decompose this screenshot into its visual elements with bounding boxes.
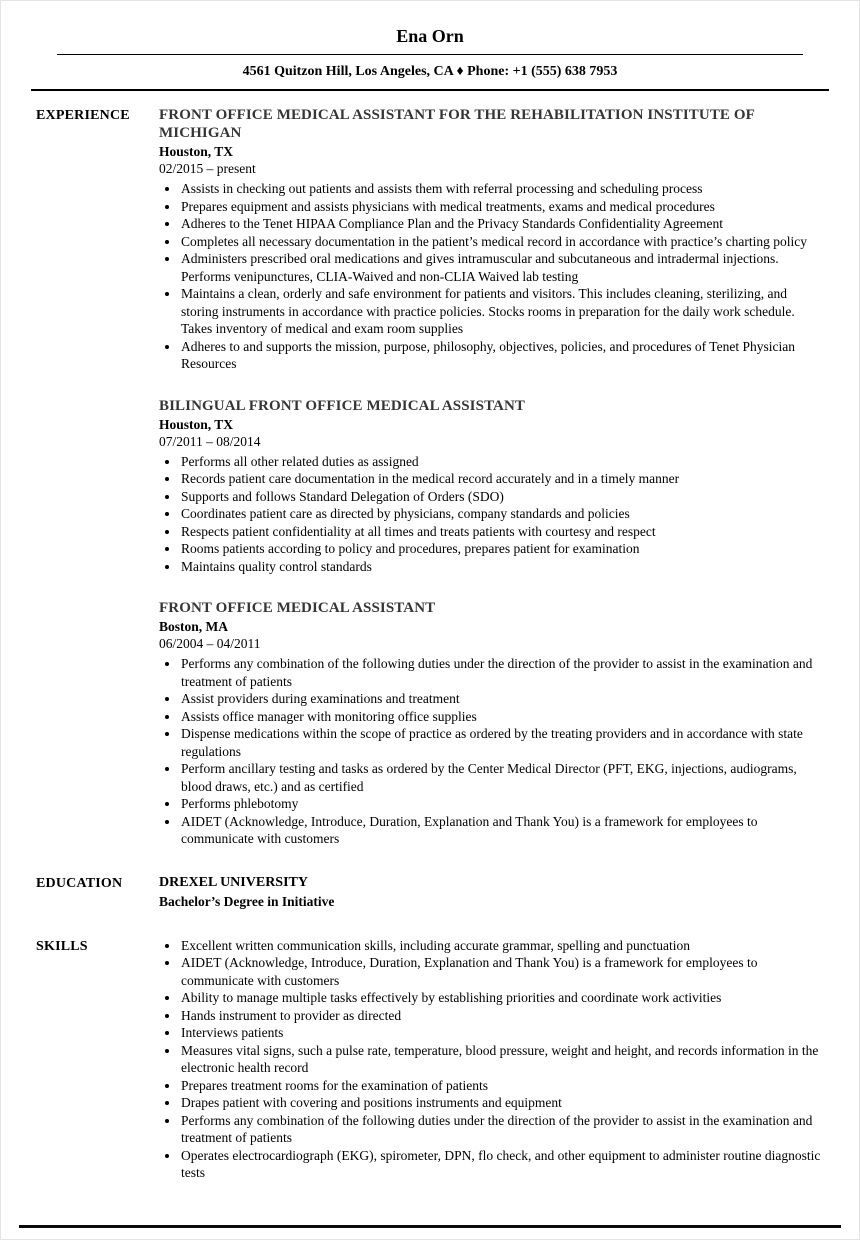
bullet-item: • Assists in checking out patients and assists them with referral processing and scheduling process — [180, 180, 821, 198]
job-entry — [159, 106, 821, 373]
skills-label: SKILLS — [36, 938, 88, 954]
job-location: Boston, MA — [159, 619, 229, 634]
bullet-item: • Respects patient confidentiality at all times and treats patients with courtesy and respect — [180, 523, 821, 541]
job-dates: 02/2015 – present — [159, 161, 256, 176]
person-name: Ena Orn — [396, 26, 464, 46]
header-divider-thick — [31, 89, 829, 91]
bullet-item: • Dispense medications within the scope of practice as ordered by the treating providers and in accordance with state regulations — [180, 725, 821, 760]
job-bullets — [159, 453, 821, 576]
bullet-item: • Supports and follows Standard Delegation of Orders (SDO) — [180, 488, 821, 506]
skill-bullet-item: • Hands instrument to provider as directed — [180, 1007, 821, 1025]
bullet-item: • Adheres to the Tenet HIPAA Compliance Plan and the Privacy Standards Confidentiality Agreement — [180, 215, 821, 233]
bullet-item: • Assists office manager with monitoring office supplies — [180, 708, 821, 726]
contact-line: 4561 Quitzon Hill, Los Angeles, CA ♦ Phone: +1 (555) 638 7953 — [242, 64, 618, 79]
job-bullets — [159, 180, 821, 373]
education-degree: Bachelor’s Degree in Initiative — [159, 893, 335, 909]
skill-bullet-item: • Measures vital signs, such a pulse rate, temperature, blood pressure, weight and height, and records information in the electronic health record — [180, 1042, 821, 1077]
job-dates: 06/2004 – 04/2011 — [159, 636, 261, 651]
job-location: Houston, TX — [159, 144, 234, 159]
section-skills — [1, 937, 859, 1182]
education-school: DREXEL UNIVERSITY — [159, 874, 308, 890]
skill-bullet-item: • AIDET (Acknowledge, Introduce, Duration, Explanation and Thank You) is a framework for employees to communicate with customers — [180, 954, 821, 989]
bullet-item: • Performs phlebotomy — [180, 795, 821, 813]
bullet-item: • Records patient care documentation in the medical record accurately and in a timely manner — [180, 470, 821, 488]
bullet-item: • Performs all other related duties as assigned — [180, 453, 821, 471]
bullet-item: • Perform ancillary testing and tasks as ordered by the Center Medical Director (PFT, EKG, injections, audiograms, blood draws, etc.) and as certified — [180, 760, 821, 795]
job-entry — [159, 599, 821, 848]
job-title: BILINGUAL FRONT OFFICE MEDICAL ASSISTANT — [159, 397, 526, 414]
bullet-item: • Maintains a clean, orderly and safe environment for patients and visitors. This includes cleaning, sterilizing, and storing instruments in accordance with practice policies. Stocks rooms in preparation for the daily work schedule. Takes inventory of medical and exam room supplies — [180, 285, 821, 338]
skills-content — [159, 937, 821, 1182]
bullet-item: • Completes all necessary documentation in the patient’s medical record in accordance with practice’s charting policy — [180, 233, 821, 251]
skills-list — [159, 937, 821, 1182]
job-title: FRONT OFFICE MEDICAL ASSISTANT — [159, 600, 436, 616]
skill-bullet-item: • Operates electrocardiograph (EKG), spirometer, DPN, flo check, and other equipment to administer routine diagnostic tests — [180, 1147, 821, 1182]
job-dates: 07/2011 – 08/2014 — [159, 433, 261, 449]
experience-label: EXPERIENCE — [36, 108, 130, 123]
bullet-item: • Administers prescribed oral medications and gives intramuscular and subcutaneous and intradermal injections. Performs venipunctures, CLIA-Waived and non-CLIA Waived lab testing — [180, 250, 821, 285]
skill-bullet-item: • Prepares treatment rooms for the examination of patients — [180, 1077, 821, 1095]
education-label: EDUCATION — [36, 875, 123, 891]
job-location: Houston, TX — [159, 416, 234, 432]
resume-header — [1, 1, 859, 91]
bullet-item: • Assist providers during examinations and treatment — [180, 690, 821, 708]
skill-bullet-item: • Excellent written communication skills, including accurate grammar, spelling and punctuation — [180, 937, 821, 955]
job-title: FRONT OFFICE MEDICAL ASSISTANT FOR THE REHABILITATION INSTITUTE OF MICHIGAN — [159, 107, 755, 141]
bullet-item: • AIDET (Acknowledge, Introduce, Duration, Explanation and Thank You) is a framework for employees to communicate with customers — [180, 813, 821, 848]
job-entry — [159, 397, 821, 576]
section-education — [1, 874, 859, 910]
header-divider-thin — [57, 54, 803, 55]
section-experience — [1, 106, 859, 848]
job-bullets — [159, 655, 821, 848]
skill-bullet-item: • Interviews patients — [180, 1024, 821, 1042]
bullet-item: • Prepares equipment and assists physicians with medical treatments, exams and medical procedures — [180, 198, 821, 216]
bullet-item: • Performs any combination of the following duties under the direction of the provider to assist in the examination and treatment of patients — [180, 655, 821, 690]
skill-bullet-item: • Drapes patient with covering and positions instruments and equipment — [180, 1094, 821, 1112]
bullet-item: • Rooms patients according to policy and procedures, prepares patient for examination — [180, 540, 821, 558]
bullet-item: • Coordinates patient care as directed by physicians, company standards and policies — [180, 505, 821, 523]
bullet-item: • Adheres to and supports the mission, purpose, philosophy, objectives, policies, and procedures of Tenet Physician Resources — [180, 338, 821, 373]
education-content — [159, 874, 821, 910]
skill-bullet-item: • Ability to manage multiple tasks effectively by establishing priorities and coordinate work activities — [180, 989, 821, 1007]
bullet-item: • Maintains quality control standards — [180, 558, 821, 576]
page-bottom-divider — [19, 1225, 841, 1228]
experience-jobs — [159, 106, 821, 848]
skill-bullet-item: • Performs any combination of the following duties under the direction of the provider to assist in the examination and treatment of patients — [180, 1112, 821, 1147]
